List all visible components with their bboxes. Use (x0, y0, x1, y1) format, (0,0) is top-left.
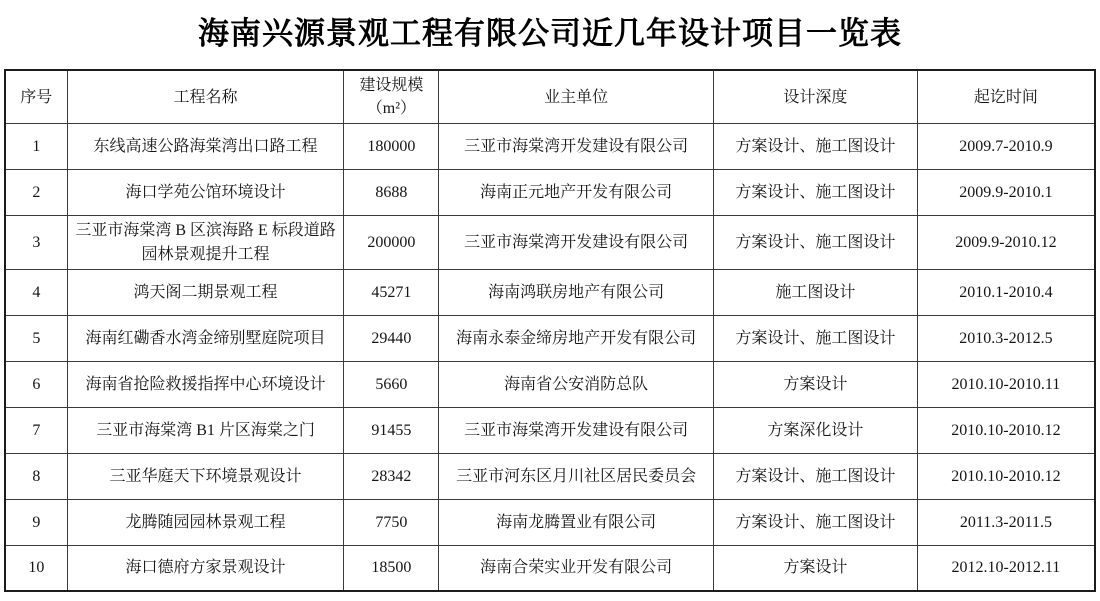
table-row (5, 170, 1095, 216)
cell-project-name: 三亚华庭天下环境景观设计 (67, 453, 344, 499)
table-row (5, 216, 1095, 269)
cell-serial-no: 2 (5, 170, 67, 216)
cell-depth: 方案设计、施工图设计 (713, 453, 917, 499)
cell-scale: 200000 (344, 216, 439, 269)
table-row (5, 453, 1095, 499)
table-header-row (5, 70, 1095, 124)
cell-owner: 三亚市海棠湾开发建设有限公司 (439, 124, 714, 170)
cell-serial-no: 1 (5, 124, 67, 170)
table-row (5, 499, 1095, 545)
cell-owner: 海南合荣实业开发有限公司 (439, 545, 714, 591)
cell-project-name: 三亚市海棠湾 B1 片区海棠之门 (67, 407, 344, 453)
cell-serial-no: 9 (5, 499, 67, 545)
cell-period: 2009.7-2010.9 (917, 124, 1095, 170)
cell-owner: 海南鸿联房地产有限公司 (439, 269, 714, 315)
cell-project-name: 鸿天阁二期景观工程 (67, 269, 344, 315)
cell-period: 2010.10-2010.11 (917, 361, 1095, 407)
cell-scale: 18500 (344, 545, 439, 591)
page-title: 海南兴源景观工程有限公司近几年设计项目一览表 (198, 16, 902, 52)
cell-owner: 三亚市海棠湾开发建设有限公司 (439, 216, 714, 269)
cell-serial-no: 4 (5, 269, 67, 315)
header-project-name: 工程名称 (67, 70, 344, 124)
cell-depth: 方案设计 (713, 361, 917, 407)
header-construction-scale (344, 70, 439, 124)
cell-period: 2011.3-2011.5 (917, 499, 1095, 545)
header-scale-line1: 建设规模 (359, 77, 424, 94)
cell-depth: 方案设计、施工图设计 (713, 315, 917, 361)
cell-depth: 方案设计、施工图设计 (713, 124, 917, 170)
table-row (5, 315, 1095, 361)
cell-scale: 28342 (344, 453, 439, 499)
cell-depth: 施工图设计 (713, 269, 917, 315)
cell-owner: 三亚市河东区月川社区居民委员会 (439, 453, 714, 499)
table-body (5, 124, 1095, 591)
cell-project-name: 东线高速公路海棠湾出口路工程 (67, 124, 344, 170)
header-design-depth: 设计深度 (713, 70, 917, 124)
cell-owner: 海南省公安消防总队 (439, 361, 714, 407)
header-serial-no: 序号 (5, 70, 67, 124)
cell-scale: 180000 (344, 124, 439, 170)
cell-owner: 海南龙腾置业有限公司 (439, 499, 714, 545)
table-row (5, 269, 1095, 315)
cell-project-name: 龙腾随园园林景观工程 (67, 499, 344, 545)
cell-period: 2009.9-2010.12 (917, 216, 1095, 269)
table-row (5, 124, 1095, 170)
cell-serial-no: 5 (5, 315, 67, 361)
cell-scale: 5660 (344, 361, 439, 407)
cell-depth: 方案深化设计 (713, 407, 917, 453)
cell-depth: 方案设计 (713, 545, 917, 591)
cell-period: 2010.3-2012.5 (917, 315, 1095, 361)
cell-serial-no: 10 (5, 545, 67, 591)
cell-owner: 海南永泰金缔房地产开发有限公司 (439, 315, 714, 361)
cell-project-name: 三亚市海棠湾 B 区滨海路 E 标段道路园林景观提升工程 (67, 216, 344, 269)
cell-serial-no: 6 (5, 361, 67, 407)
table-row (5, 361, 1095, 407)
cell-scale: 91455 (344, 407, 439, 453)
cell-period: 2012.10-2012.11 (917, 545, 1095, 591)
table-row (5, 545, 1095, 591)
cell-depth: 方案设计、施工图设计 (713, 499, 917, 545)
table-row (5, 407, 1095, 453)
cell-scale: 7750 (344, 499, 439, 545)
cell-scale: 45271 (344, 269, 439, 315)
cell-scale: 8688 (344, 170, 439, 216)
header-scale-line2: （m²） (366, 100, 417, 118)
header-owner-unit: 业主单位 (439, 70, 714, 124)
cell-period: 2009.9-2010.1 (917, 170, 1095, 216)
cell-depth: 方案设计、施工图设计 (713, 216, 917, 269)
cell-project-name: 海口学苑公馆环境设计 (67, 170, 344, 216)
header-start-end-time: 起讫时间 (917, 70, 1095, 124)
cell-project-name: 海南红磡香水湾金缔别墅庭院项目 (67, 315, 344, 361)
cell-serial-no: 7 (5, 407, 67, 453)
project-list-table (4, 69, 1096, 592)
cell-period: 2010.10-2010.12 (917, 453, 1095, 499)
cell-owner: 海南正元地产开发有限公司 (439, 170, 714, 216)
cell-period: 2010.10-2010.12 (917, 407, 1095, 453)
cell-serial-no: 8 (5, 453, 67, 499)
cell-serial-no: 3 (5, 216, 67, 269)
cell-depth: 方案设计、施工图设计 (713, 170, 917, 216)
cell-period: 2010.1-2010.4 (917, 269, 1095, 315)
cell-scale: 29440 (344, 315, 439, 361)
cell-owner: 三亚市海棠湾开发建设有限公司 (439, 407, 714, 453)
cell-project-name: 海南省抢险救援指挥中心环境设计 (67, 361, 344, 407)
cell-project-name: 海口德府方家景观设计 (67, 545, 344, 591)
